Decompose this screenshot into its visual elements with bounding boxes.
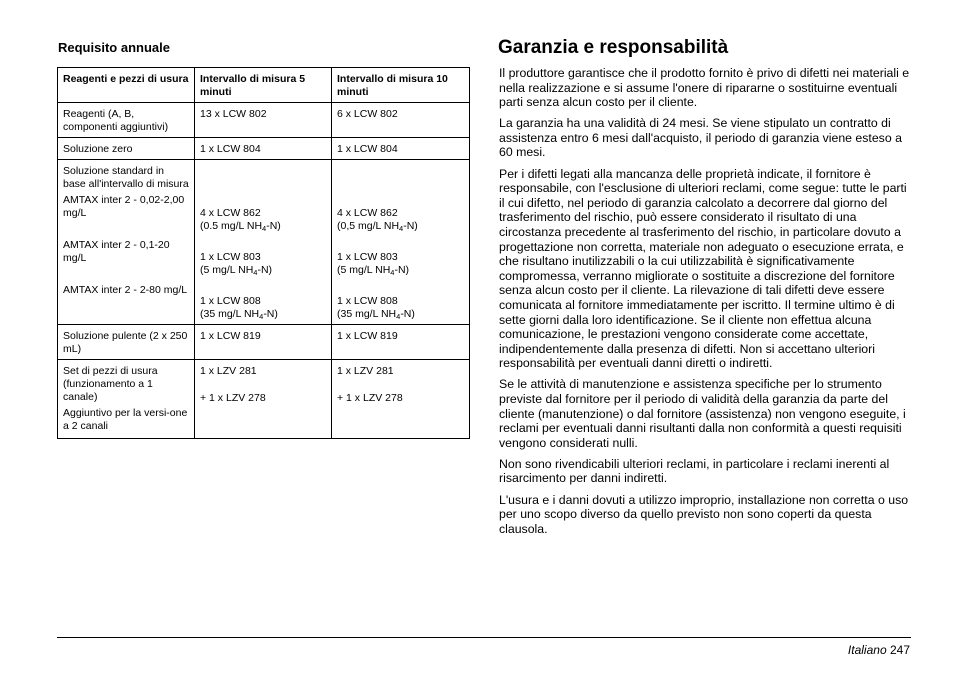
table-cell: Soluzione zero [58, 138, 195, 160]
table-cell: 6 x LCW 802 [332, 103, 470, 138]
table-cell [195, 360, 332, 439]
cell-line: Aggiuntivo per la versi-one a 2 canali [63, 407, 188, 432]
cell-line: 1 x LZV 281 [200, 365, 257, 377]
table-row [58, 103, 470, 138]
table-row [58, 325, 470, 360]
paragraph: Non sono rivendicabili ulteriori reclami, in particolare i reclami inerenti al risarcimento per danni indiretti. [499, 456, 890, 486]
cell-line: 1 x LCW 808 [337, 295, 398, 307]
table-cell [58, 160, 195, 325]
paragraph: Per i difetti legati alla mancanza delle proprietà indicate, il fornitore è responsabile, con l'esclusione di ulteriori reclami, come segue: tutte le parti il cui difetto, nel periodo di garanzia calcolato a decorrere dal giorno del trasferimento del rischio, può essere considerato il risultato di una circostanza precedente al trasferimento del rischio, in particolare dovuto a progettazione non corretta, materiale non adeguato o esecuzione errata, e che risultano inutilizzabili o la cui utilizzabilità è significativamente compromessa, verranno migliorate o sostituite a discrezione del fornitore senza alcun costo per il cliente. La rilevazione di tali difetti deve essere comunicata al fornitore immediatamente per iscritto. Il termine ultimo è di sette giorni dalla loro identificazione. Se il cliente non effettua alcuna comunicazione, le prestazioni vengono considerate come accettate, indipendentemente dalla presenza di difetti. Non si accettano ulteriori responsabilità per eventuali danni diretti o indiretti. [499, 166, 907, 371]
cell-line: 1 x LCW 808 [200, 295, 261, 307]
table-row [58, 138, 470, 160]
table-cell: 1 x LCW 819 [332, 325, 470, 360]
table-cell: 13 x LCW 802 [195, 103, 332, 138]
cell-line: + 1 x LZV 278 [200, 392, 266, 404]
cell-line: 1 x LZV 281 [337, 365, 394, 377]
cell-line: 4 x LCW 862 [200, 207, 261, 219]
cell-line: AMTAX inter 2 - 0,1-20 mg/L [63, 239, 170, 264]
page-number: 247 [889, 643, 910, 657]
cell-line: 1 x LCW 803 [337, 251, 398, 263]
footer-divider [57, 637, 911, 638]
paragraph: L'usura e i danni dovuti a utilizzo improprio, installazione non corretta o uso per uno scopo diverso da quello previsto non sono coperti da questa clausola. [499, 492, 909, 536]
table-cell [58, 360, 195, 439]
table-header-row [58, 68, 470, 103]
cell-line: AMTAX inter 2 - 0,02-2,00 mg/L [63, 194, 185, 219]
table-row [58, 160, 470, 325]
table-cell: 1 x LCW 804 [195, 138, 332, 160]
table-cell [195, 160, 332, 325]
page-title: Garanzia e responsabilità [498, 37, 729, 58]
cell-line: Set di pezzi di usura (funzionamento a 1 canale) [63, 365, 158, 403]
table-row [58, 360, 470, 439]
footer-language: Italiano [847, 643, 887, 657]
warranty-body [499, 66, 911, 543]
cell-line: AMTAX inter 2 - 2-80 mg/L [63, 284, 188, 296]
table-cell [332, 160, 470, 325]
requirements-table [57, 67, 470, 439]
table-cell [332, 360, 470, 439]
paragraph: Se le attività di manutenzione e assistenza specifiche per lo strumento previste dal fornitore per il periodo di validità della garanzia da parte del cliente (manutenzione) o dal fornitore (assistenza) non vengono eseguite, i reclami per eventuali danni risultanti dalla non conformità a questi requisiti vengono considerati nulli. [499, 377, 906, 450]
paragraph: Il produttore garantisce che il prodotto fornito è privo di difetti nei materiali e nella realizzazione e si assume l'onere di ripararne o sostituirne eventuali parti senza alcun costo per il cliente. [499, 66, 910, 110]
page-footer [848, 643, 910, 657]
cell-line: (0.5 mg/L $NH_4-N$) [200, 220, 281, 233]
table-cell: Reagenti (A, B, componenti aggiuntivi) [58, 103, 195, 138]
header-cell: Intervallo di misura 10 minuti [332, 68, 470, 103]
cell-line: (5 mg/L $NH_4-N$) [200, 264, 273, 277]
cell-line: + 1 x LZV 278 [337, 392, 403, 404]
cell-line: Soluzione standard in base all'intervallo di misura [63, 165, 189, 190]
cell-line: (0,5 mg/L $NH_4-N$) [337, 220, 418, 233]
table-cell: Soluzione pulente (2 x 250 mL) [58, 325, 195, 360]
table-cell: 1 x LCW 819 [195, 325, 332, 360]
cell-line: (5 mg/L $NH_4-N$) [337, 264, 410, 277]
cell-line: (35 mg/L $NH_4-N$) [337, 308, 415, 321]
cell-line: 4 x LCW 862 [337, 207, 398, 219]
header-cell: Reagenti e pezzi di usura [58, 68, 195, 103]
cell-line: (35 mg/L $NH_4-N$) [200, 308, 278, 321]
cell-line: 1 x LCW 803 [200, 251, 261, 263]
header-cell: Intervallo di misura 5 minuti [195, 68, 332, 103]
table-cell: 1 x LCW 804 [332, 138, 470, 160]
paragraph: La garanzia ha una validità di 24 mesi. Se viene stipulato un contratto di assistenza entro 6 mesi dall'acquisto, il periodo di garanzia viene esteso a 60 mesi. [499, 116, 902, 160]
section-heading: Requisito annuale [58, 40, 170, 55]
